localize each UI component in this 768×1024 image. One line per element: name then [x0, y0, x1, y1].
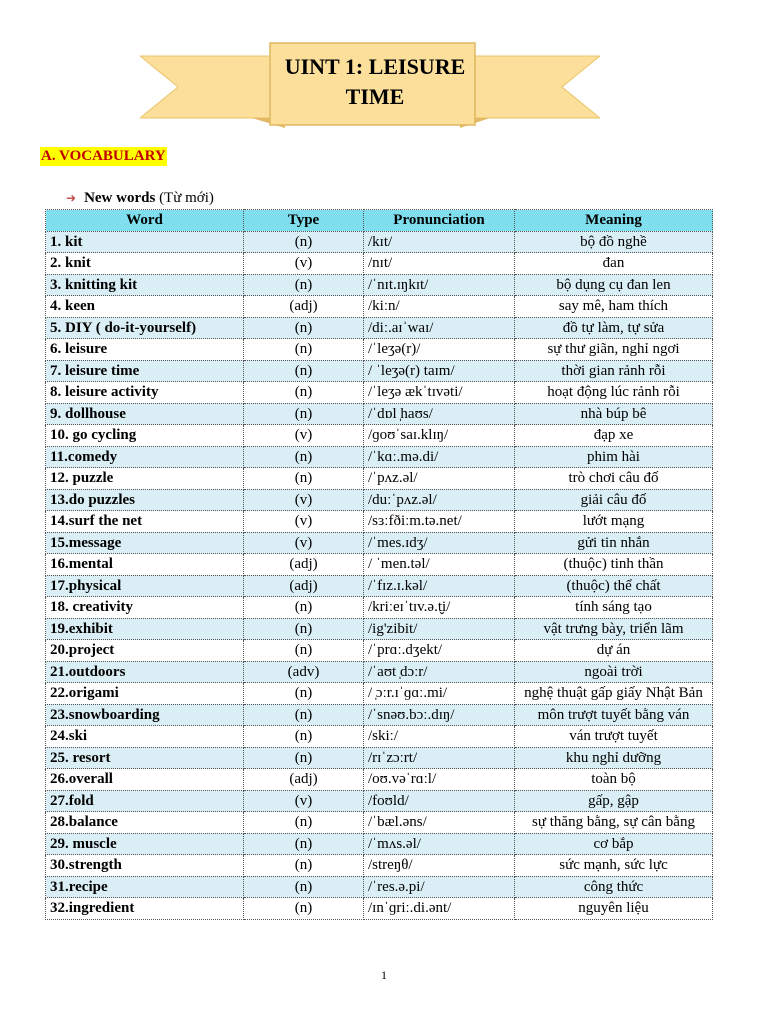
- table-row: [46, 489, 713, 511]
- title-line-1: UINT 1: LEISURE: [284, 54, 466, 79]
- table-row: [46, 661, 713, 683]
- word-cell: 11.comedy: [46, 446, 244, 468]
- pronunciation-cell: /ˈres.ə.pi/: [364, 876, 515, 898]
- meaning-cell: bộ đồ nghề: [515, 231, 713, 253]
- pronunciation-cell: /ˈleʒə(r)/: [364, 339, 515, 361]
- type-cell: (n): [244, 468, 364, 490]
- table-row: [46, 640, 713, 662]
- type-cell: (n): [244, 618, 364, 640]
- word-cell: 12. puzzle: [46, 468, 244, 490]
- table-row: [46, 683, 713, 705]
- type-cell: (n): [244, 274, 364, 296]
- word-cell: 10. go cycling: [46, 425, 244, 447]
- page-number: 1: [381, 968, 387, 982]
- meaning-cell: đan: [515, 253, 713, 275]
- type-cell: (n): [244, 704, 364, 726]
- meaning-cell: nghệ thuật gấp giấy Nhật Bản: [515, 683, 713, 705]
- type-cell: (n): [244, 747, 364, 769]
- meaning-cell: gửi tin nhắn: [515, 532, 713, 554]
- word-cell: 19.exhibit: [46, 618, 244, 640]
- word-cell: 21.outdoors: [46, 661, 244, 683]
- type-cell: (adj): [244, 554, 364, 576]
- word-cell: 23.snowboarding: [46, 704, 244, 726]
- pronunciation-cell: /ig'zibit/: [364, 618, 515, 640]
- pronunciation-cell: /ˈmes.ɪdʒ/: [364, 532, 515, 554]
- subsection-label: New words: [84, 190, 156, 206]
- table-row: [46, 511, 713, 533]
- meaning-cell: (thuộc) thể chất: [515, 575, 713, 597]
- meaning-cell: đồ tự làm, tự sửa: [515, 317, 713, 339]
- type-cell: (n): [244, 382, 364, 404]
- type-cell: (adj): [244, 575, 364, 597]
- type-cell: (n): [244, 683, 364, 705]
- table-row: [46, 253, 713, 275]
- type-cell: (n): [244, 446, 364, 468]
- type-cell: (n): [244, 833, 364, 855]
- column-header-meaning: Meaning: [515, 210, 713, 232]
- pronunciation-cell: /kɪt/: [364, 231, 515, 253]
- table-row: [46, 726, 713, 748]
- pronunciation-cell: / ˈleʒə(r) taɪm/: [364, 360, 515, 382]
- type-cell: (v): [244, 253, 364, 275]
- pronunciation-cell: /ˈnɪt.ɪŋkɪt/: [364, 274, 515, 296]
- vocabulary-table: [45, 209, 713, 920]
- meaning-cell: môn trượt tuyết bằng ván: [515, 704, 713, 726]
- meaning-cell: thời gian rảnh rỗi: [515, 360, 713, 382]
- table-row: [46, 575, 713, 597]
- table-row: [46, 446, 713, 468]
- table-row: [46, 812, 713, 834]
- table-row: [46, 317, 713, 339]
- table-row: [46, 769, 713, 791]
- type-cell: (adj): [244, 296, 364, 318]
- word-cell: 4. keen: [46, 296, 244, 318]
- meaning-cell: giải câu đố: [515, 489, 713, 511]
- word-cell: 15.message: [46, 532, 244, 554]
- pronunciation-cell: /ˈbæl.əns/: [364, 812, 515, 834]
- pronunciation-cell: /ɡoʊˈsaɪ.klɪŋ/: [364, 425, 515, 447]
- table-header-row: [46, 210, 713, 232]
- type-cell: (n): [244, 855, 364, 877]
- table-row: [46, 898, 713, 920]
- word-cell: 2. knit: [46, 253, 244, 275]
- pronunciation-cell: /ˈmʌs.əl/: [364, 833, 515, 855]
- word-cell: 8. leisure activity: [46, 382, 244, 404]
- type-cell: (v): [244, 425, 364, 447]
- meaning-cell: cơ bắp: [515, 833, 713, 855]
- type-cell: (n): [244, 876, 364, 898]
- pronunciation-cell: / ˈmen.təl/: [364, 554, 515, 576]
- table-row: [46, 468, 713, 490]
- pronunciation-cell: /duːˈpʌz.əl/: [364, 489, 515, 511]
- word-cell: 32.ingredient: [46, 898, 244, 920]
- meaning-cell: ngoài trời: [515, 661, 713, 683]
- pronunciation-cell: / ̩ɔːr.ɪˈɡɑː.mi/: [364, 683, 515, 705]
- table-row: [46, 876, 713, 898]
- pronunciation-cell: /ˈpʌz.əl/: [364, 468, 515, 490]
- title-banner: [140, 38, 600, 133]
- word-cell: 7. leisure time: [46, 360, 244, 382]
- type-cell: (n): [244, 231, 364, 253]
- table-row: [46, 747, 713, 769]
- pronunciation-cell: /ˈaʊt ̩dɔːr/: [364, 661, 515, 683]
- type-cell: (v): [244, 790, 364, 812]
- pronunciation-cell: /kiːn/: [364, 296, 515, 318]
- type-cell: (n): [244, 898, 364, 920]
- meaning-cell: ván trượt tuyết: [515, 726, 713, 748]
- pronunciation-cell: /diː.aɪˈwaɪ/: [364, 317, 515, 339]
- word-cell: 13.do puzzles: [46, 489, 244, 511]
- table-row: [46, 790, 713, 812]
- type-cell: (n): [244, 597, 364, 619]
- word-cell: 26.overall: [46, 769, 244, 791]
- meaning-cell: sự thư giãn, nghỉ ngơi: [515, 339, 713, 361]
- type-cell: (n): [244, 403, 364, 425]
- type-cell: (n): [244, 812, 364, 834]
- pronunciation-cell: /foʊld/: [364, 790, 515, 812]
- arrow-bullet-icon: ➜: [66, 191, 77, 205]
- pronunciation-cell: /ˈkɑː.mə.di/: [364, 446, 515, 468]
- meaning-cell: hoạt động lúc rảnh rỗi: [515, 382, 713, 404]
- table-row: [46, 274, 713, 296]
- meaning-cell: lướt mạng: [515, 511, 713, 533]
- table-row: [46, 296, 713, 318]
- word-cell: 28.balance: [46, 812, 244, 834]
- meaning-cell: nguyên liệu: [515, 898, 713, 920]
- pronunciation-cell: /streŋθ/: [364, 855, 515, 877]
- word-cell: 20.project: [46, 640, 244, 662]
- pronunciation-cell: /rɪˈzɔːrt/: [364, 747, 515, 769]
- pronunciation-cell: /nɪt/: [364, 253, 515, 275]
- meaning-cell: gấp, gập: [515, 790, 713, 812]
- pronunciation-cell: /ˈprɑː.dʒekt/: [364, 640, 515, 662]
- word-cell: 3. knitting kit: [46, 274, 244, 296]
- meaning-cell: sức mạnh, sức lực: [515, 855, 713, 877]
- pronunciation-cell: /skiː/: [364, 726, 515, 748]
- column-header-pronunciation: Pronunciation: [364, 210, 515, 232]
- table-row: [46, 855, 713, 877]
- meaning-cell: công thức: [515, 876, 713, 898]
- meaning-cell: say mê, ham thích: [515, 296, 713, 318]
- table-row: [46, 425, 713, 447]
- word-cell: 14.surf the net: [46, 511, 244, 533]
- subsection-heading: [66, 188, 214, 208]
- word-cell: 27.fold: [46, 790, 244, 812]
- type-cell: (n): [244, 339, 364, 361]
- meaning-cell: (thuộc) tinh thần: [515, 554, 713, 576]
- type-cell: (n): [244, 640, 364, 662]
- word-cell: 25. resort: [46, 747, 244, 769]
- type-cell: (n): [244, 726, 364, 748]
- word-cell: 6. leisure: [46, 339, 244, 361]
- word-cell: 30.strength: [46, 855, 244, 877]
- meaning-cell: toàn bộ: [515, 769, 713, 791]
- type-cell: (v): [244, 511, 364, 533]
- pronunciation-cell: /ˈfɪz.ɪ.kəl/: [364, 575, 515, 597]
- type-cell: (adv): [244, 661, 364, 683]
- word-cell: 9. dollhouse: [46, 403, 244, 425]
- page-title: [270, 52, 480, 112]
- pronunciation-cell: /sɜːfðiːm.tə.net/: [364, 511, 515, 533]
- table-row: [46, 833, 713, 855]
- column-header-type: Type: [244, 210, 364, 232]
- type-cell: (n): [244, 360, 364, 382]
- section-heading: A. VOCABULARY: [41, 148, 166, 164]
- column-header-word: Word: [46, 210, 244, 232]
- meaning-cell: bộ dụng cụ đan len: [515, 274, 713, 296]
- meaning-cell: khu nghỉ dưỡng: [515, 747, 713, 769]
- table-row: [46, 704, 713, 726]
- type-cell: (v): [244, 532, 364, 554]
- word-cell: 5. DIY ( do-it-yourself): [46, 317, 244, 339]
- type-cell: (v): [244, 489, 364, 511]
- title-line-2: TIME: [345, 84, 405, 109]
- meaning-cell: tính sáng tạo: [515, 597, 713, 619]
- pronunciation-cell: /oʊ.vəˈrɑːl/: [364, 769, 515, 791]
- word-cell: 31.recipe: [46, 876, 244, 898]
- table-row: [46, 382, 713, 404]
- meaning-cell: vật trưng bày, triển lãm: [515, 618, 713, 640]
- word-cell: 17.physical: [46, 575, 244, 597]
- pronunciation-cell: /ˈsnəʊ.bɔː.dɪŋ/: [364, 704, 515, 726]
- word-cell: 24.ski: [46, 726, 244, 748]
- pronunciation-cell: /ˈleʒə ækˈtɪvəti/: [364, 382, 515, 404]
- word-cell: 18. creativity: [46, 597, 244, 619]
- meaning-cell: nhà búp bê: [515, 403, 713, 425]
- word-cell: 22.origami: [46, 683, 244, 705]
- pronunciation-cell: /kriːeɪˈtɪv.ə.t̬i/: [364, 597, 515, 619]
- type-cell: (adj): [244, 769, 364, 791]
- meaning-cell: phim hài: [515, 446, 713, 468]
- meaning-cell: trò chơi câu đố: [515, 468, 713, 490]
- pronunciation-cell: /ˈdɒl ̩haʊs/: [364, 403, 515, 425]
- table-row: [46, 403, 713, 425]
- meaning-cell: sự thăng bằng, sự cân bằng: [515, 812, 713, 834]
- table-row: [46, 618, 713, 640]
- table-row: [46, 554, 713, 576]
- table-row: [46, 597, 713, 619]
- table-row: [46, 339, 713, 361]
- table-row: [46, 532, 713, 554]
- word-cell: 16.mental: [46, 554, 244, 576]
- table-row: [46, 231, 713, 253]
- table-row: [46, 360, 713, 382]
- type-cell: (n): [244, 317, 364, 339]
- word-cell: 29. muscle: [46, 833, 244, 855]
- subsection-note: (Từ mới): [159, 190, 214, 206]
- word-cell: 1. kit: [46, 231, 244, 253]
- meaning-cell: dự án: [515, 640, 713, 662]
- meaning-cell: đạp xe: [515, 425, 713, 447]
- pronunciation-cell: /ɪnˈɡriː.di.ənt/: [364, 898, 515, 920]
